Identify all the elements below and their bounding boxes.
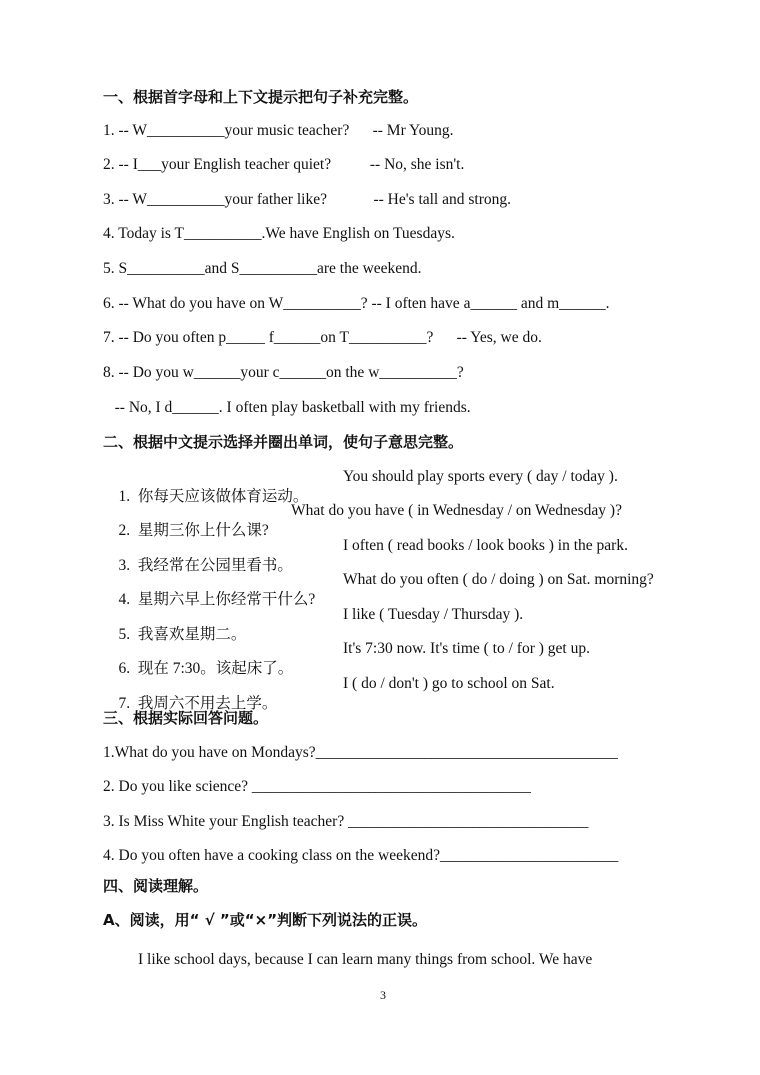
section2-item-1-cn: 1. 你每天应该做体育运动。	[118, 488, 309, 505]
section1-item-1: 1. -- W__________your music teacher? -- Mr Young.	[103, 122, 454, 139]
section2-item-6-en: It's 7:30 now. It's time ( to / for ) get up.	[343, 640, 590, 657]
section2-item-5-en: I like ( Tuesday / Thursday ).	[343, 606, 524, 623]
section3-item-1: 1.What do you have on Mondays?_______________________________________	[103, 744, 618, 761]
section1-item-8-answer: -- No, I d______. I often play basketball with my friends.	[103, 399, 471, 416]
section3-item-4: 4. Do you often have a cooking class on the weekend?_______________________	[103, 847, 619, 864]
reading-passage: I like school days, because I can learn many things from school. We have	[138, 951, 593, 968]
section2-item-7-en: I ( do / don't ) go to school on Sat.	[343, 675, 555, 692]
section2-item-7-cn: 7. 我周六不用去上学。	[118, 695, 278, 712]
section2-heading: 二、根据中文提示选择并圈出单词，使句子意思完整。	[103, 433, 464, 451]
section4-heading: 四、阅读理解。	[103, 877, 209, 895]
section1-item-3: 3. -- W__________your father like? -- He's tall and strong.	[103, 191, 511, 208]
section2-item-5-cn: 5. 我喜欢星期二。	[118, 626, 247, 643]
page-number: 3	[380, 988, 386, 1002]
section1-item-7: 7. -- Do you often p_____ f______on T__________? -- Yes, we do.	[103, 329, 542, 346]
section2-item-3-cn: 3. 我经常在公园里看书。	[118, 557, 293, 574]
section4-subheading: A、阅读，用“ √ ”或“×”判断下列说法的正误。	[103, 911, 428, 929]
section1-item-4: 4. Today is T__________.We have English on Tuesdays.	[103, 225, 455, 242]
section2-item-6-cn: 6. 现在 7:30。该起床了。	[118, 660, 294, 677]
section2-item-1-en: You should play sports every ( day / today ).	[343, 468, 618, 485]
section1-item-2: 2. -- I___your English teacher quiet? -- No, she isn't.	[103, 156, 465, 173]
section3-item-3: 3. Is Miss White your English teacher? _______________________________	[103, 813, 589, 830]
section1-item-5: 5. S__________and S__________are the weekend.	[103, 260, 422, 277]
section3-item-2: 2. Do you like science? ____________________________________	[103, 778, 531, 795]
section1-heading: 一、根据首字母和上下文提示把句子补充完整。	[103, 88, 419, 106]
section3-heading: 三、根据实际回答问题。	[103, 709, 269, 727]
section2-item-2-cn: 2. 星期三你上什么课?	[118, 522, 269, 539]
section1-item-6: 6. -- What do you have on W__________? -- I often have a______ and m______.	[103, 295, 610, 312]
section2-item-4-cn: 4. 星期六早上你经常干什么?	[118, 591, 316, 608]
section2-item-3-en: I often ( read books / look books ) in the park.	[343, 537, 628, 554]
section2-item-4-en: What do you often ( do / doing ) on Sat. morning?	[343, 571, 654, 588]
section2-item-2-en: What do you have ( in Wednesday / on Wednesday )?	[291, 502, 622, 519]
section1-item-8: 8. -- Do you w______your c______on the w__________?	[103, 364, 464, 381]
